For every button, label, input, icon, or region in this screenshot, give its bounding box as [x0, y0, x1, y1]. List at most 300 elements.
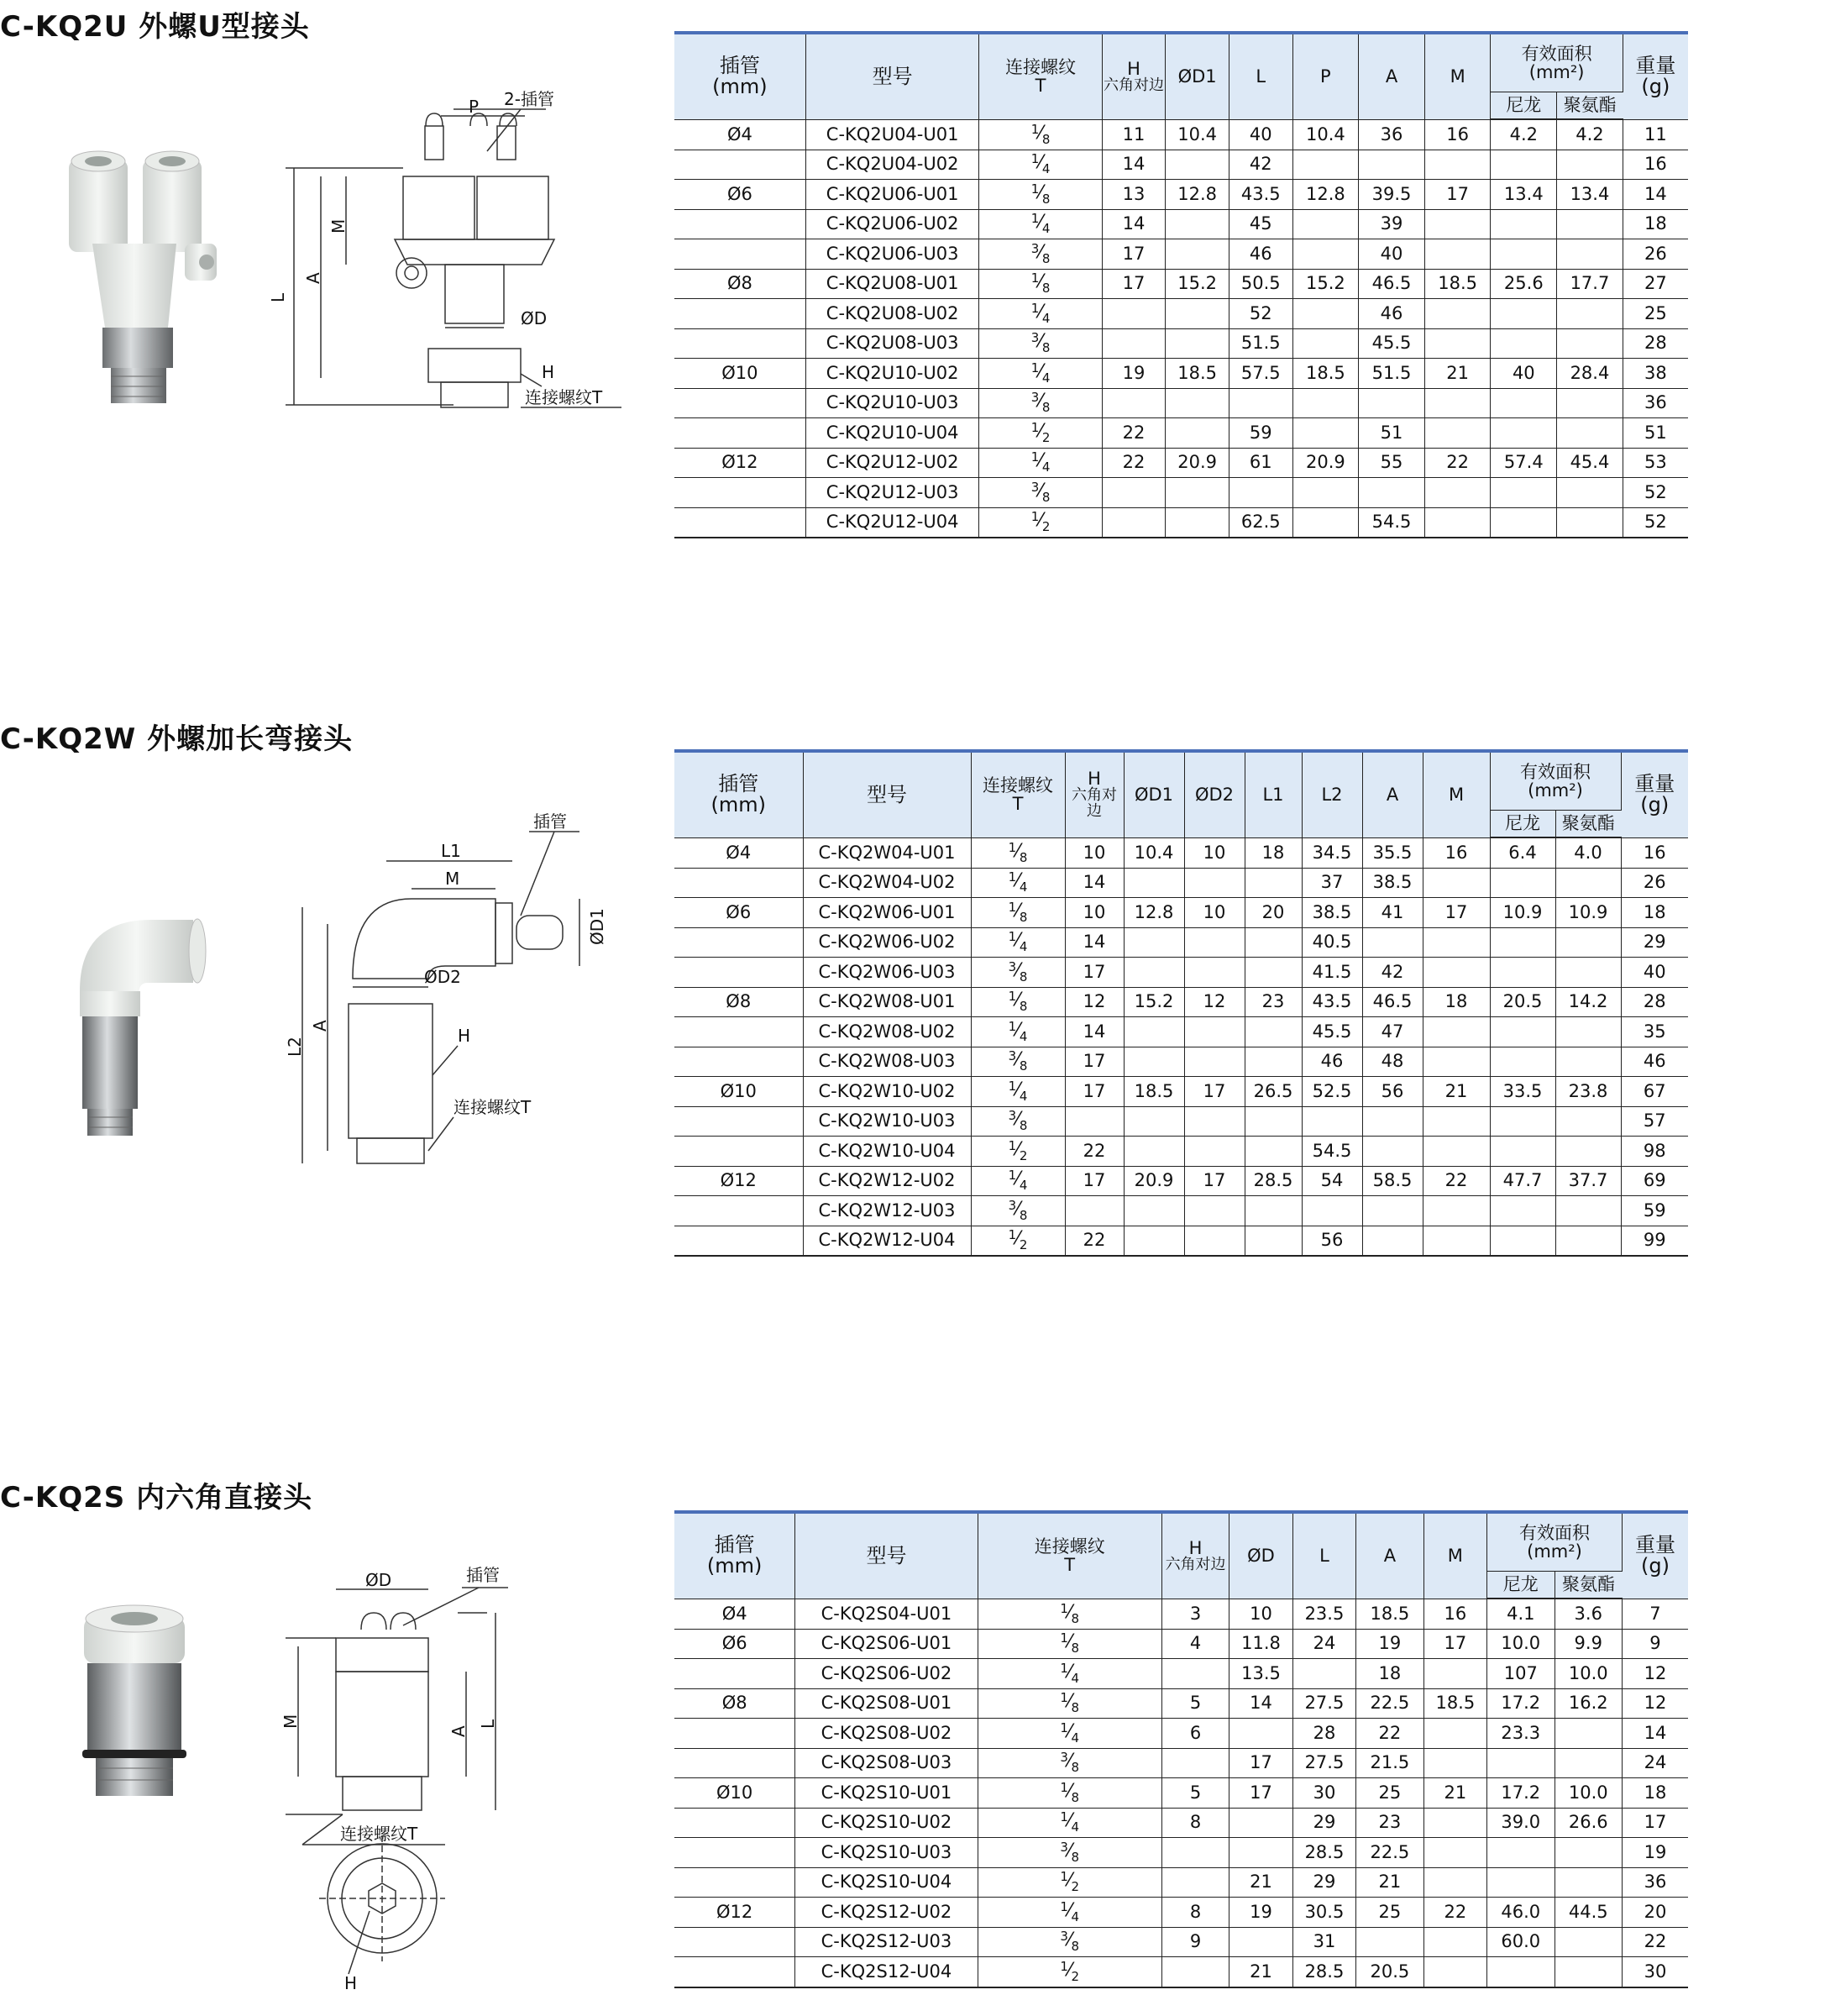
- cell-p: [1292, 478, 1359, 508]
- cell-d2: [1184, 868, 1245, 898]
- cell-model: C-KQ2U08-U01: [805, 269, 979, 299]
- cell-ny: 46.0: [1487, 1898, 1555, 1928]
- cell-h: 22: [1065, 1137, 1124, 1167]
- cell-size: [674, 1047, 803, 1077]
- product-photo-kq2u: [59, 143, 227, 412]
- cell-pu: [1555, 1226, 1621, 1256]
- cell-l: [1292, 1659, 1355, 1689]
- svg-text:ØD: ØD: [365, 1570, 392, 1590]
- cell-l1: [1245, 927, 1302, 958]
- cell-m: 17: [1423, 1629, 1486, 1659]
- col-hex: H 六角对边: [1161, 1512, 1229, 1599]
- cell-pu: [1555, 1927, 1622, 1957]
- cell-w: 18: [1622, 1778, 1688, 1809]
- table-row: [674, 1719, 1688, 1749]
- cell-ny: 47.7: [1490, 1166, 1555, 1196]
- table-row: [674, 1659, 1688, 1689]
- cell-m: [1423, 1047, 1490, 1077]
- cell-ny: 13.4: [1491, 180, 1557, 210]
- cell-d: [1229, 1808, 1292, 1838]
- cell-m: [1423, 958, 1490, 988]
- svg-text:P: P: [469, 97, 480, 117]
- cell-m: 18: [1423, 987, 1490, 1017]
- cell-t: $^3⁄_8$: [978, 1838, 1161, 1868]
- cell-pu: [1555, 927, 1621, 958]
- cell-a: 47: [1362, 1017, 1423, 1047]
- cell-ny: [1491, 418, 1557, 449]
- cell-d1: 12.8: [1124, 898, 1184, 928]
- cell-ny: 25.6: [1491, 269, 1557, 299]
- cell-size: [674, 927, 803, 958]
- cell-m: 17: [1423, 898, 1490, 928]
- cell-t: $^1⁄_4$: [979, 359, 1102, 389]
- cell-t: $^1⁄_4$: [979, 448, 1102, 478]
- cell-l2: [1302, 1196, 1362, 1226]
- cell-pu: 14.2: [1555, 987, 1621, 1017]
- cell-model: C-KQ2U12-U02: [805, 448, 979, 478]
- col-hex: H 六角对边: [1065, 751, 1124, 837]
- col-pu: 聚氨酯: [1555, 810, 1621, 837]
- cell-a: 18.5: [1356, 1599, 1423, 1629]
- svg-text:ØD2: ØD2: [424, 967, 461, 987]
- cell-model: C-KQ2U10-U04: [805, 418, 979, 449]
- svg-text:L: L: [269, 292, 288, 302]
- svg-text:A: A: [310, 1020, 330, 1032]
- cell-w: 30: [1622, 1957, 1688, 1987]
- cell-h: 17: [1102, 269, 1166, 299]
- cell-t: $^3⁄_8$: [979, 388, 1102, 418]
- cell-model: C-KQ2W06-U01: [803, 898, 971, 928]
- cell-m: [1424, 209, 1491, 239]
- cell-ny: [1491, 150, 1557, 180]
- cell-a: 22: [1356, 1719, 1423, 1749]
- cell-l2: 54: [1302, 1166, 1362, 1196]
- cell-a: [1362, 1137, 1423, 1167]
- cell-a: 20.5: [1356, 1957, 1423, 1987]
- cell-model: C-KQ2W06-U03: [803, 958, 971, 988]
- cell-ny: 17.2: [1487, 1688, 1555, 1719]
- cell-h: 3: [1161, 1599, 1229, 1629]
- cell-m: [1424, 507, 1491, 538]
- cell-d1: 18.5: [1166, 359, 1229, 389]
- table-row: [674, 1629, 1688, 1659]
- cell-p: 10.4: [1292, 119, 1359, 150]
- cell-w: 26: [1621, 868, 1688, 898]
- table-row: [674, 1226, 1688, 1256]
- cell-d: 14: [1229, 1688, 1292, 1719]
- product-photo-kq2s: [76, 1600, 210, 1802]
- cell-h: [1161, 1957, 1229, 1987]
- cell-w: 25: [1623, 299, 1688, 329]
- spec-table-kq2u: [674, 31, 1688, 538]
- cell-model: C-KQ2W10-U03: [803, 1106, 971, 1137]
- cell-size: [674, 299, 805, 329]
- cell-l: 59: [1229, 418, 1292, 449]
- svg-text:L1: L1: [441, 841, 461, 861]
- cell-a: 25: [1356, 1778, 1423, 1809]
- cell-p: [1292, 507, 1359, 538]
- cell-w: 59: [1621, 1196, 1688, 1226]
- cell-d2: [1184, 927, 1245, 958]
- cell-t: $^1⁄_4$: [971, 1077, 1065, 1107]
- product-photo-kq2w: [42, 890, 227, 1142]
- spec-table-kq2w: [674, 749, 1688, 1257]
- cell-t: $^1⁄_2$: [971, 1226, 1065, 1256]
- cell-p: [1292, 328, 1359, 359]
- cell-model: C-KQ2W08-U03: [803, 1047, 971, 1077]
- cell-size: [674, 209, 805, 239]
- cell-model: C-KQ2W08-U02: [803, 1017, 971, 1047]
- col-l: L: [1229, 33, 1292, 119]
- svg-text:插管: 插管: [533, 811, 567, 832]
- cell-size: [674, 1838, 795, 1868]
- cell-model: C-KQ2U04-U01: [805, 119, 979, 150]
- cell-d1: 20.9: [1166, 448, 1229, 478]
- cell-d1: [1124, 1047, 1184, 1077]
- col-d: ØD: [1229, 1512, 1292, 1599]
- col-l2: L2: [1302, 751, 1362, 837]
- cell-m: 16: [1423, 837, 1490, 868]
- cell-w: 36: [1623, 388, 1688, 418]
- cell-pu: 17.7: [1557, 269, 1623, 299]
- cell-l: 27.5: [1292, 1688, 1355, 1719]
- cell-h: [1102, 507, 1166, 538]
- cell-d1: [1124, 868, 1184, 898]
- technical-drawing-kq2w: [269, 798, 638, 1176]
- cell-a: [1362, 927, 1423, 958]
- cell-pu: [1557, 507, 1623, 538]
- cell-p: [1292, 418, 1359, 449]
- cell-w: 16: [1623, 150, 1688, 180]
- cell-t: $^1⁄_8$: [979, 269, 1102, 299]
- cell-model: C-KQ2S08-U02: [795, 1719, 978, 1749]
- cell-p: 18.5: [1292, 359, 1359, 389]
- cell-size: Ø4: [674, 1599, 795, 1629]
- cell-pu: [1555, 1196, 1621, 1226]
- cell-pu: 23.8: [1555, 1077, 1621, 1107]
- cell-l2: 41.5: [1302, 958, 1362, 988]
- cell-a: [1359, 388, 1425, 418]
- cell-h: 22: [1102, 418, 1166, 449]
- cell-pu: 37.7: [1555, 1166, 1621, 1196]
- cell-model: C-KQ2W10-U04: [803, 1137, 971, 1167]
- cell-m: [1423, 1106, 1490, 1137]
- cell-l2: 46: [1302, 1047, 1362, 1077]
- cell-l1: [1245, 1137, 1302, 1167]
- cell-ny: [1490, 1047, 1555, 1077]
- cell-t: $^1⁄_8$: [971, 898, 1065, 928]
- cell-size: Ø4: [674, 119, 805, 150]
- cell-model: C-KQ2S12-U02: [795, 1898, 978, 1928]
- col-area: 有效面积 (mm²): [1491, 33, 1623, 92]
- cell-size: [674, 150, 805, 180]
- table-row: [674, 1196, 1688, 1226]
- cell-a: 46: [1359, 299, 1425, 329]
- cell-ny: 20.5: [1490, 987, 1555, 1017]
- cell-a: [1359, 150, 1425, 180]
- cell-a: 36: [1359, 119, 1425, 150]
- cell-l2: [1302, 1106, 1362, 1137]
- cell-l: [1229, 388, 1292, 418]
- table-row: [674, 448, 1688, 478]
- cell-h: 17: [1065, 1077, 1124, 1107]
- cell-l: 57.5: [1229, 359, 1292, 389]
- cell-model: C-KQ2U06-U03: [805, 239, 979, 270]
- cell-w: 9: [1622, 1629, 1688, 1659]
- cell-l1: [1245, 1106, 1302, 1137]
- cell-d: 10: [1229, 1599, 1292, 1629]
- cell-pu: [1555, 1957, 1622, 1987]
- cell-size: Ø12: [674, 1166, 803, 1196]
- cell-model: C-KQ2U12-U03: [805, 478, 979, 508]
- cell-h: [1161, 1659, 1229, 1689]
- cell-a: 39.5: [1359, 180, 1425, 210]
- col-hex: H 六角对边: [1102, 33, 1166, 119]
- col-weight: 重量 (g): [1622, 1512, 1688, 1599]
- cell-d: 21: [1229, 1957, 1292, 1987]
- cell-size: [674, 1017, 803, 1047]
- cell-model: C-KQ2W08-U01: [803, 987, 971, 1017]
- cell-w: 12: [1622, 1688, 1688, 1719]
- cell-h: [1161, 1867, 1229, 1898]
- cell-size: [674, 418, 805, 449]
- cell-d1: [1124, 927, 1184, 958]
- cell-l1: [1245, 1196, 1302, 1226]
- cell-m: 21: [1424, 359, 1491, 389]
- cell-h: 5: [1161, 1778, 1229, 1809]
- cell-size: [674, 1748, 795, 1778]
- cell-l2: 45.5: [1302, 1017, 1362, 1047]
- cell-p: 12.8: [1292, 180, 1359, 210]
- cell-a: [1362, 1226, 1423, 1256]
- cell-p: [1292, 299, 1359, 329]
- cell-d2: [1184, 1226, 1245, 1256]
- cell-m: 22: [1423, 1898, 1486, 1928]
- cell-t: $^1⁄_4$: [971, 1017, 1065, 1047]
- spec-table-kq2s: [674, 1510, 1688, 1988]
- cell-pu: 44.5: [1555, 1898, 1622, 1928]
- cell-m: [1424, 388, 1491, 418]
- cell-model: C-KQ2S10-U04: [795, 1867, 978, 1898]
- cell-model: C-KQ2W12-U04: [803, 1226, 971, 1256]
- section-title-kq2w: C-KQ2W 外螺加长弯接头: [0, 722, 354, 756]
- cell-w: 18: [1623, 209, 1688, 239]
- cell-size: [674, 388, 805, 418]
- cell-d: 13.5: [1229, 1659, 1292, 1689]
- cell-model: C-KQ2S06-U01: [795, 1629, 978, 1659]
- col-model: 型号: [803, 751, 971, 837]
- col-nylon: 尼龙: [1490, 810, 1555, 837]
- cell-ny: 40: [1491, 359, 1557, 389]
- cell-pu: 10.0: [1555, 1659, 1622, 1689]
- table-row: [674, 1137, 1688, 1167]
- cell-ny: [1490, 1226, 1555, 1256]
- cell-h: 14: [1065, 1017, 1124, 1047]
- cell-a: 54.5: [1359, 507, 1425, 538]
- cell-d1: [1166, 209, 1229, 239]
- cell-t: $^3⁄_8$: [971, 1106, 1065, 1137]
- cell-d2: 17: [1184, 1166, 1245, 1196]
- svg-text:M: M: [280, 1714, 301, 1729]
- table-row: [674, 180, 1688, 210]
- cell-ny: 17.2: [1487, 1778, 1555, 1809]
- cell-t: $^1⁄_4$: [979, 209, 1102, 239]
- cell-pu: [1555, 1748, 1622, 1778]
- cell-l: 40: [1229, 119, 1292, 150]
- col-d1: ØD1: [1166, 33, 1229, 119]
- table-row: [674, 1077, 1688, 1107]
- table-row: [674, 1927, 1688, 1957]
- cell-w: 22: [1622, 1927, 1688, 1957]
- cell-w: 14: [1623, 180, 1688, 210]
- cell-t: $^1⁄_8$: [978, 1688, 1161, 1719]
- cell-model: C-KQ2S08-U03: [795, 1748, 978, 1778]
- cell-w: 29: [1621, 927, 1688, 958]
- col-a: A: [1359, 33, 1425, 119]
- cell-size: [674, 1196, 803, 1226]
- cell-pu: [1557, 239, 1623, 270]
- cell-w: 57: [1621, 1106, 1688, 1137]
- cell-a: 41: [1362, 898, 1423, 928]
- cell-w: 7: [1622, 1599, 1688, 1629]
- cell-d1: 15.2: [1124, 987, 1184, 1017]
- cell-pu: 16.2: [1555, 1688, 1622, 1719]
- cell-ny: [1490, 868, 1555, 898]
- cell-model: C-KQ2U10-U02: [805, 359, 979, 389]
- cell-w: 18: [1621, 898, 1688, 928]
- cell-pu: [1557, 299, 1623, 329]
- cell-w: 19: [1622, 1838, 1688, 1868]
- cell-size: Ø10: [674, 359, 805, 389]
- cell-w: 17: [1622, 1808, 1688, 1838]
- cell-m: [1424, 150, 1491, 180]
- cell-ny: 33.5: [1490, 1077, 1555, 1107]
- cell-d1: 12.8: [1166, 180, 1229, 210]
- col-area: 有效面积 (mm²): [1490, 751, 1621, 810]
- cell-t: $^3⁄_8$: [971, 1047, 1065, 1077]
- cell-ny: 10.0: [1487, 1629, 1555, 1659]
- cell-model: C-KQ2S10-U02: [795, 1808, 978, 1838]
- col-p: P: [1292, 33, 1359, 119]
- cell-t: $^1⁄_8$: [979, 119, 1102, 150]
- cell-m: 18.5: [1424, 269, 1491, 299]
- cell-m: 22: [1424, 448, 1491, 478]
- cell-d: 11.8: [1229, 1629, 1292, 1659]
- table-row: [674, 987, 1688, 1017]
- cell-ny: 10.9: [1490, 898, 1555, 928]
- cell-t: $^1⁄_8$: [978, 1629, 1161, 1659]
- col-tube: 插管 (mm): [674, 33, 805, 119]
- svg-text:H: H: [344, 1973, 358, 1993]
- cell-t: $^3⁄_8$: [971, 1196, 1065, 1226]
- cell-size: [674, 1957, 795, 1987]
- cell-t: $^1⁄_2$: [978, 1957, 1161, 1987]
- cell-model: C-KQ2S06-U02: [795, 1659, 978, 1689]
- cell-a: 21: [1356, 1867, 1423, 1898]
- table-row: [674, 1748, 1688, 1778]
- cell-d1: 18.5: [1124, 1077, 1184, 1107]
- cell-ny: 39.0: [1487, 1808, 1555, 1838]
- cell-model: C-KQ2S10-U03: [795, 1838, 978, 1868]
- cell-h: 17: [1065, 958, 1124, 988]
- cell-m: [1423, 1226, 1490, 1256]
- cell-ny: [1487, 1748, 1555, 1778]
- cell-l: 23.5: [1292, 1599, 1355, 1629]
- cell-t: $^3⁄_8$: [979, 328, 1102, 359]
- cell-w: 35: [1621, 1017, 1688, 1047]
- cell-size: Ø10: [674, 1077, 803, 1107]
- cell-t: $^1⁄_8$: [971, 837, 1065, 868]
- cell-p: [1292, 209, 1359, 239]
- cell-m: [1424, 239, 1491, 270]
- cell-pu: 13.4: [1557, 180, 1623, 210]
- col-area: 有效面积 (mm²): [1487, 1512, 1623, 1571]
- cell-ny: 4.2: [1491, 119, 1557, 150]
- cell-t: $^1⁄_4$: [978, 1719, 1161, 1749]
- cell-m: [1423, 1719, 1486, 1749]
- cell-size: Ø8: [674, 1688, 795, 1719]
- cell-h: 4: [1161, 1629, 1229, 1659]
- cell-ny: [1490, 927, 1555, 958]
- cell-pu: [1555, 1838, 1622, 1868]
- col-m: M: [1424, 33, 1491, 119]
- table-row: [674, 418, 1688, 449]
- cell-d1: [1166, 388, 1229, 418]
- cell-h: [1161, 1748, 1229, 1778]
- table-row: [674, 1599, 1688, 1629]
- cell-ny: [1491, 388, 1557, 418]
- cell-l1: [1245, 1017, 1302, 1047]
- cell-t: $^1⁄_4$: [979, 299, 1102, 329]
- cell-t: $^3⁄_8$: [978, 1748, 1161, 1778]
- cell-t: $^1⁄_8$: [979, 180, 1102, 210]
- col-tube: 插管 (mm): [674, 1512, 795, 1599]
- svg-text:连接螺纹T: 连接螺纹T: [340, 1824, 418, 1844]
- cell-w: 24: [1622, 1748, 1688, 1778]
- cell-pu: 4.2: [1557, 119, 1623, 150]
- cell-size: [674, 507, 805, 538]
- col-l1: L1: [1245, 751, 1302, 837]
- cell-m: 16: [1423, 1599, 1486, 1629]
- cell-size: Ø10: [674, 1778, 795, 1809]
- cell-a: 58.5: [1362, 1166, 1423, 1196]
- cell-d2: 10: [1184, 898, 1245, 928]
- cell-l1: 26.5: [1245, 1077, 1302, 1107]
- cell-m: 22: [1423, 1166, 1490, 1196]
- cell-l: 46: [1229, 239, 1292, 270]
- cell-l2: 37: [1302, 868, 1362, 898]
- cell-size: [674, 1808, 795, 1838]
- cell-p: [1292, 150, 1359, 180]
- svg-text:H: H: [542, 362, 555, 382]
- cell-t: $^1⁄_4$: [978, 1898, 1161, 1928]
- cell-size: Ø8: [674, 987, 803, 1017]
- cell-t: $^1⁄_8$: [978, 1778, 1161, 1809]
- cell-size: Ø4: [674, 837, 803, 868]
- cell-l: 28.5: [1292, 1838, 1355, 1868]
- cell-h: [1102, 478, 1166, 508]
- cell-t: $^1⁄_2$: [979, 507, 1102, 538]
- cell-ny: [1487, 1957, 1555, 1987]
- table-row: [674, 507, 1688, 538]
- cell-t: $^1⁄_4$: [971, 1166, 1065, 1196]
- cell-a: 25: [1356, 1898, 1423, 1928]
- table-row: [674, 1166, 1688, 1196]
- cell-w: 46: [1621, 1047, 1688, 1077]
- cell-ny: 23.3: [1487, 1719, 1555, 1749]
- table-row: [674, 958, 1688, 988]
- svg-text:H: H: [458, 1026, 471, 1046]
